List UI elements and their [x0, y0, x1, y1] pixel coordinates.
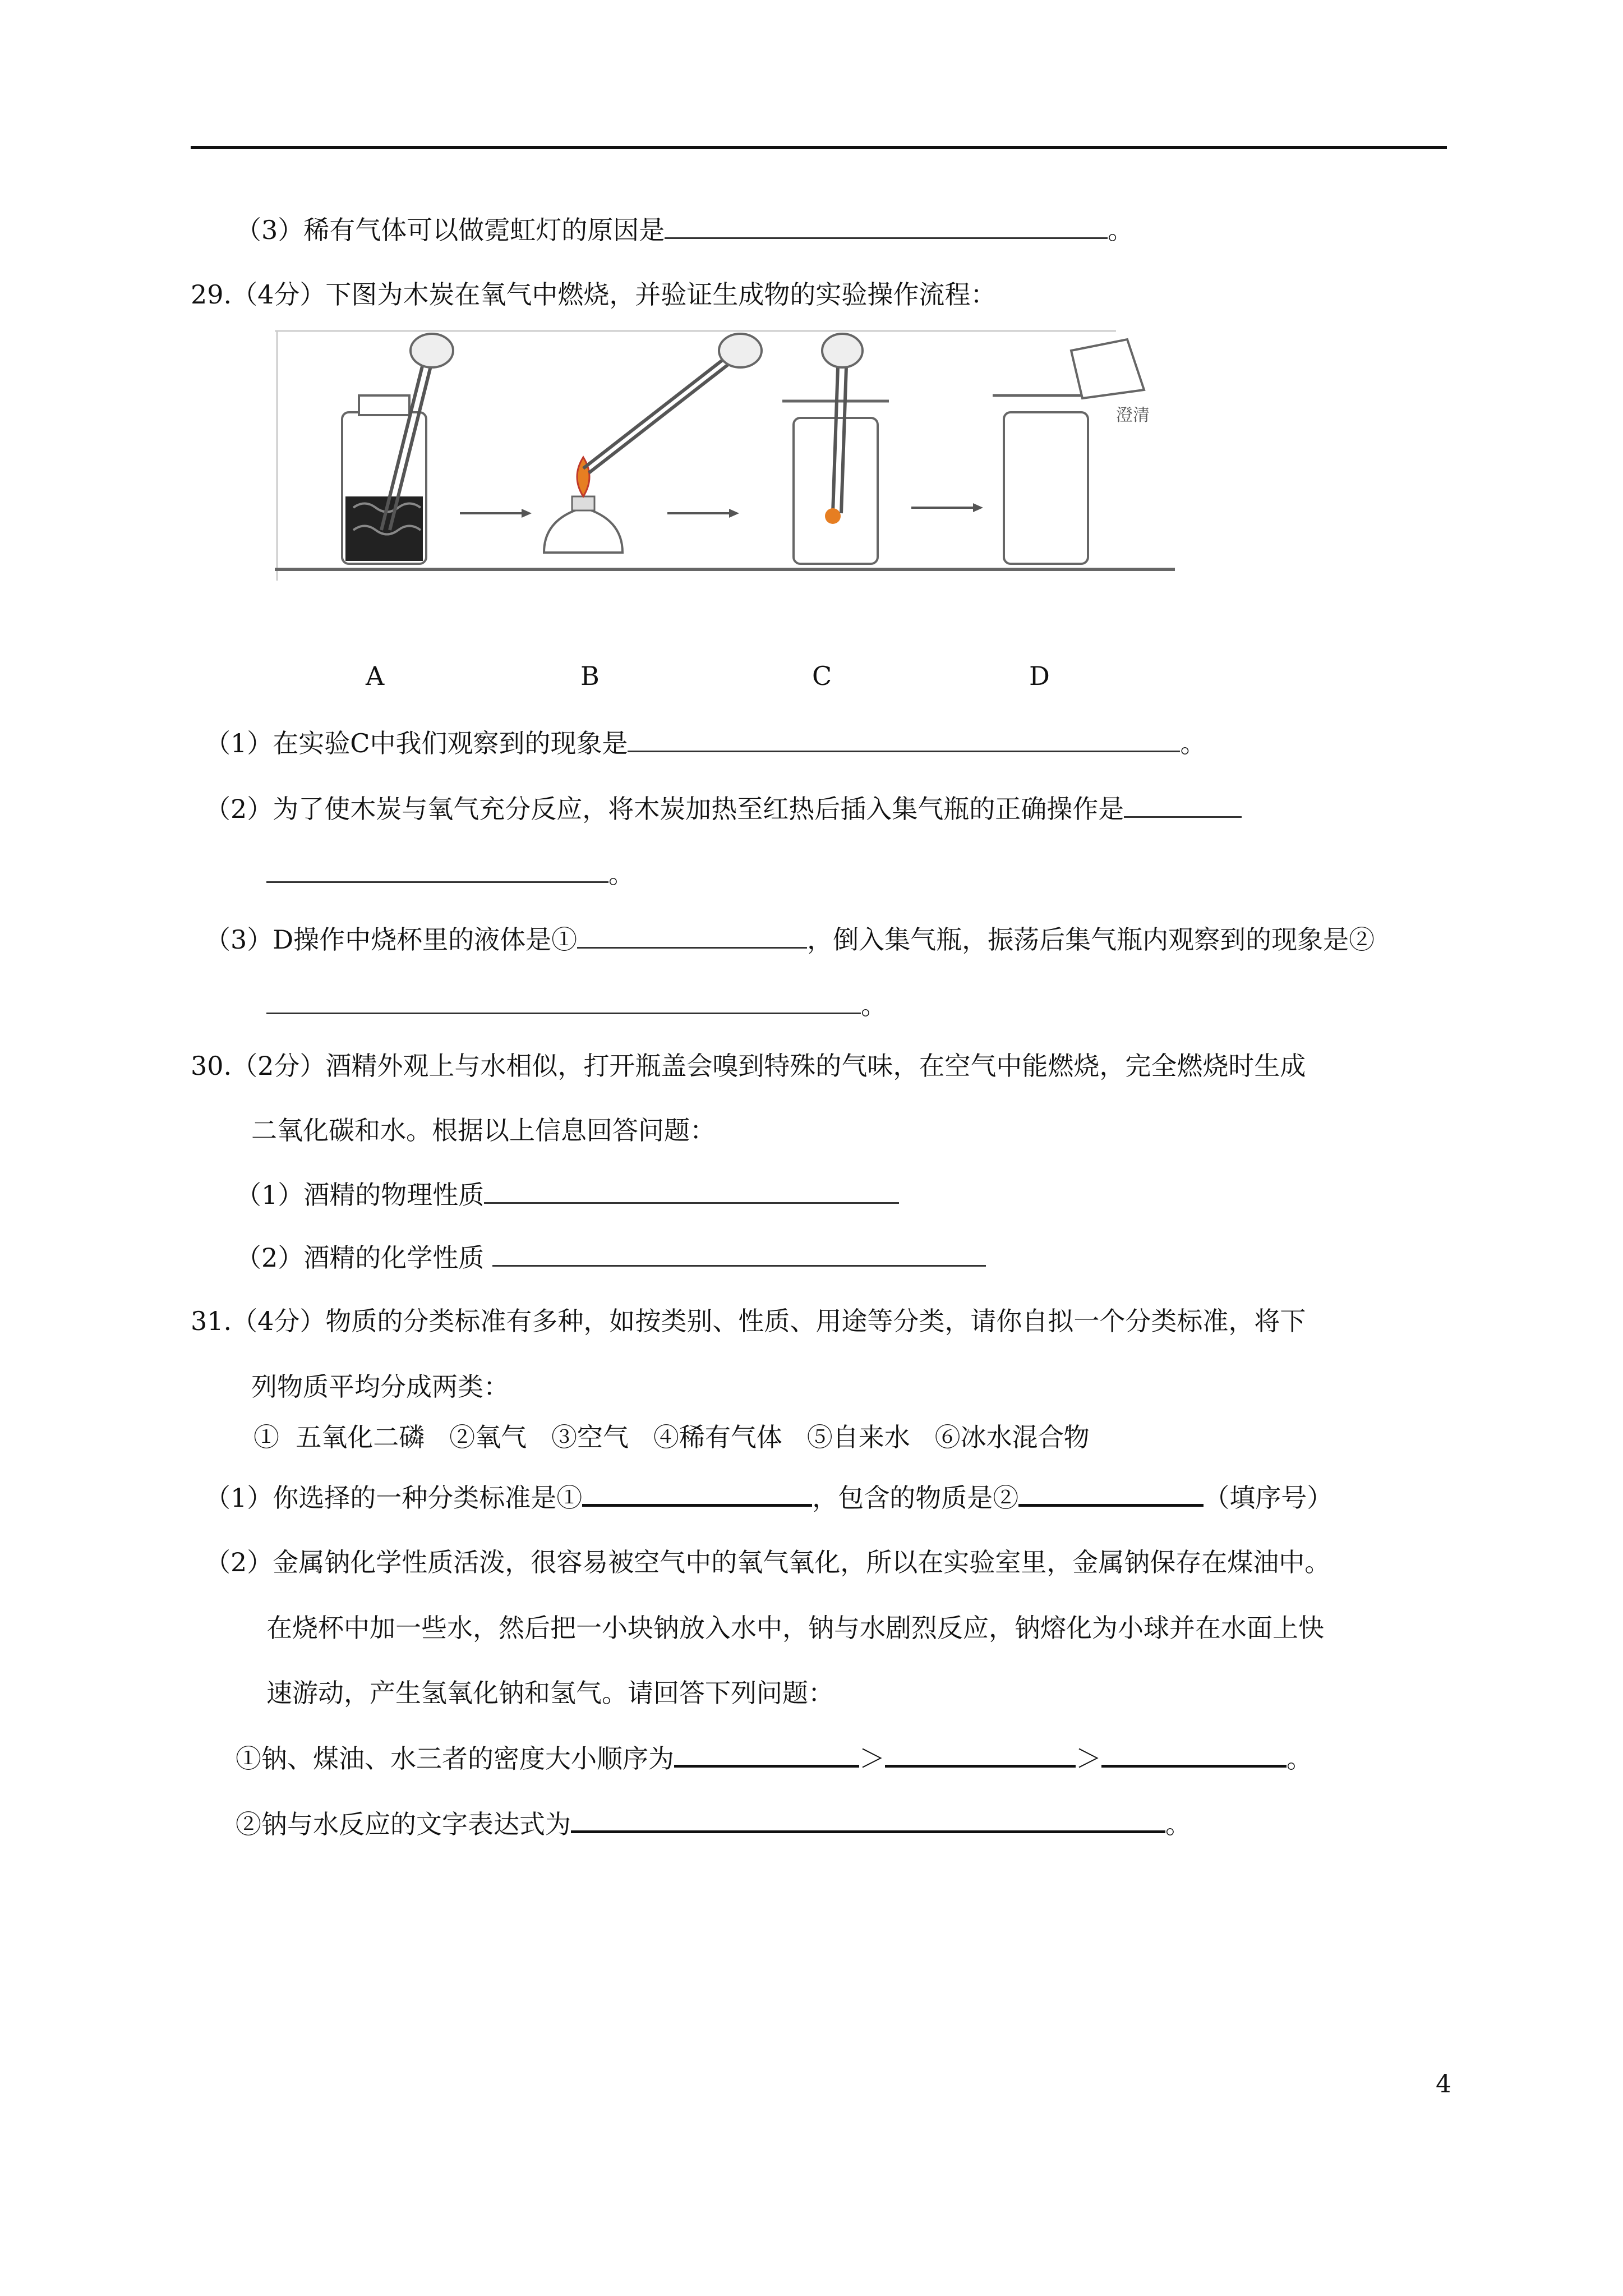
- answer-blank[interactable]: [1018, 1481, 1204, 1507]
- answer-blank[interactable]: [492, 1243, 986, 1267]
- q30-title: 30.（2分）酒精外观上与水相似，打开瓶盖会嗅到特殊的气味，在空气中能燃烧，完全燃烧时生成: [191, 1051, 1306, 1081]
- q29-part2: （2）为了使木炭与氧气充分反应，将木炭加热至红热后插入集气瓶的正确操作是: [205, 792, 1242, 826]
- label-c: C: [812, 661, 832, 691]
- q31-title: 31.（4分）物质的分类标准有多种，如按类别、性质、用途等分类，请你自拟一个分类标准，将下: [191, 1306, 1306, 1336]
- answer-blank[interactable]: [665, 215, 1108, 239]
- answer-blank[interactable]: [1101, 1742, 1287, 1768]
- answer-blank[interactable]: [1124, 794, 1242, 818]
- q28-part3-text: （3）稀有气体可以做霓虹灯的原因是: [236, 215, 665, 245]
- q31-title2: 列物质平均分成两类：: [251, 1372, 509, 1402]
- answer-blank[interactable]: [577, 924, 807, 949]
- setup-b: [544, 334, 762, 553]
- q31-sub1: ①钠、煤油、水三者的密度大小顺序为 ＞ ＞ 。: [236, 1743, 1312, 1774]
- beaker-label: 澄清: [1116, 406, 1150, 425]
- q31-part1: （1）你选择的一种分类标准是① ，包含的物质是② （填序号）: [205, 1483, 1333, 1513]
- experiment-figure: [275, 328, 1183, 586]
- answer-blank[interactable]: [885, 1742, 1076, 1768]
- answer-blank[interactable]: [628, 728, 1180, 752]
- answer-blank[interactable]: [571, 1808, 1165, 1833]
- q29-part1: （1）在实验C中我们观察到的现象是 。: [205, 728, 1206, 758]
- q29-part3-cont: 。: [266, 988, 887, 1022]
- q31-part2-line3: 速游动，产生氢氧化钠和氢气。请回答下列问题：: [266, 1678, 834, 1708]
- answer-blank[interactable]: [484, 1180, 899, 1204]
- q30-title2: 二氧化碳和水。根据以上信息回答问题：: [251, 1115, 716, 1145]
- answer-blank[interactable]: [266, 859, 608, 883]
- setup-a: [342, 334, 453, 564]
- q30-part1: （1）酒精的物理性质: [236, 1178, 899, 1212]
- answer-blank[interactable]: [582, 1481, 812, 1507]
- q29-part3: （3）D操作中烧杯里的液体是① ，倒入集气瓶，振荡后集气瓶内观察到的现象是②: [205, 924, 1375, 955]
- page-number: 4: [1436, 2070, 1451, 2099]
- q31-sub2: ②钠与水反应的文字表达式为 。: [236, 1809, 1191, 1839]
- q30-part2: （2）酒精的化学性质: [236, 1241, 986, 1274]
- setup-d: [993, 339, 1150, 564]
- q31-part2-line2: 在烧杯中加一些水，然后把一小块钠放入水中，钠与水剧烈反应，钠熔化为小球并在水面上快: [266, 1613, 1324, 1643]
- answer-blank[interactable]: [266, 990, 861, 1014]
- label-b: B: [580, 661, 600, 691]
- q29-part2-cont: 。: [266, 857, 634, 891]
- setup-c: [782, 334, 889, 564]
- label-d: D: [1029, 661, 1050, 691]
- q28-part3: （3）稀有气体可以做霓虹灯的原因是 。: [236, 215, 1134, 245]
- q29-title: 29.（4分）下图为木炭在氧气中燃烧，并验证生成物的实验操作流程：: [191, 279, 997, 310]
- answer-blank[interactable]: [674, 1742, 859, 1768]
- label-a: A: [366, 661, 385, 691]
- header-rule: [191, 146, 1447, 149]
- q31-part2-line1: （2）金属钠化学性质活泼，很容易被空气中的氧气氧化，所以在实验室里，金属钠保存在煤油中。: [205, 1547, 1331, 1577]
- q31-items: ① 五氧化二磷 ②氧气 ③空气 ④稀有气体 ⑤自来水 ⑥冰水混合物: [253, 1422, 1090, 1452]
